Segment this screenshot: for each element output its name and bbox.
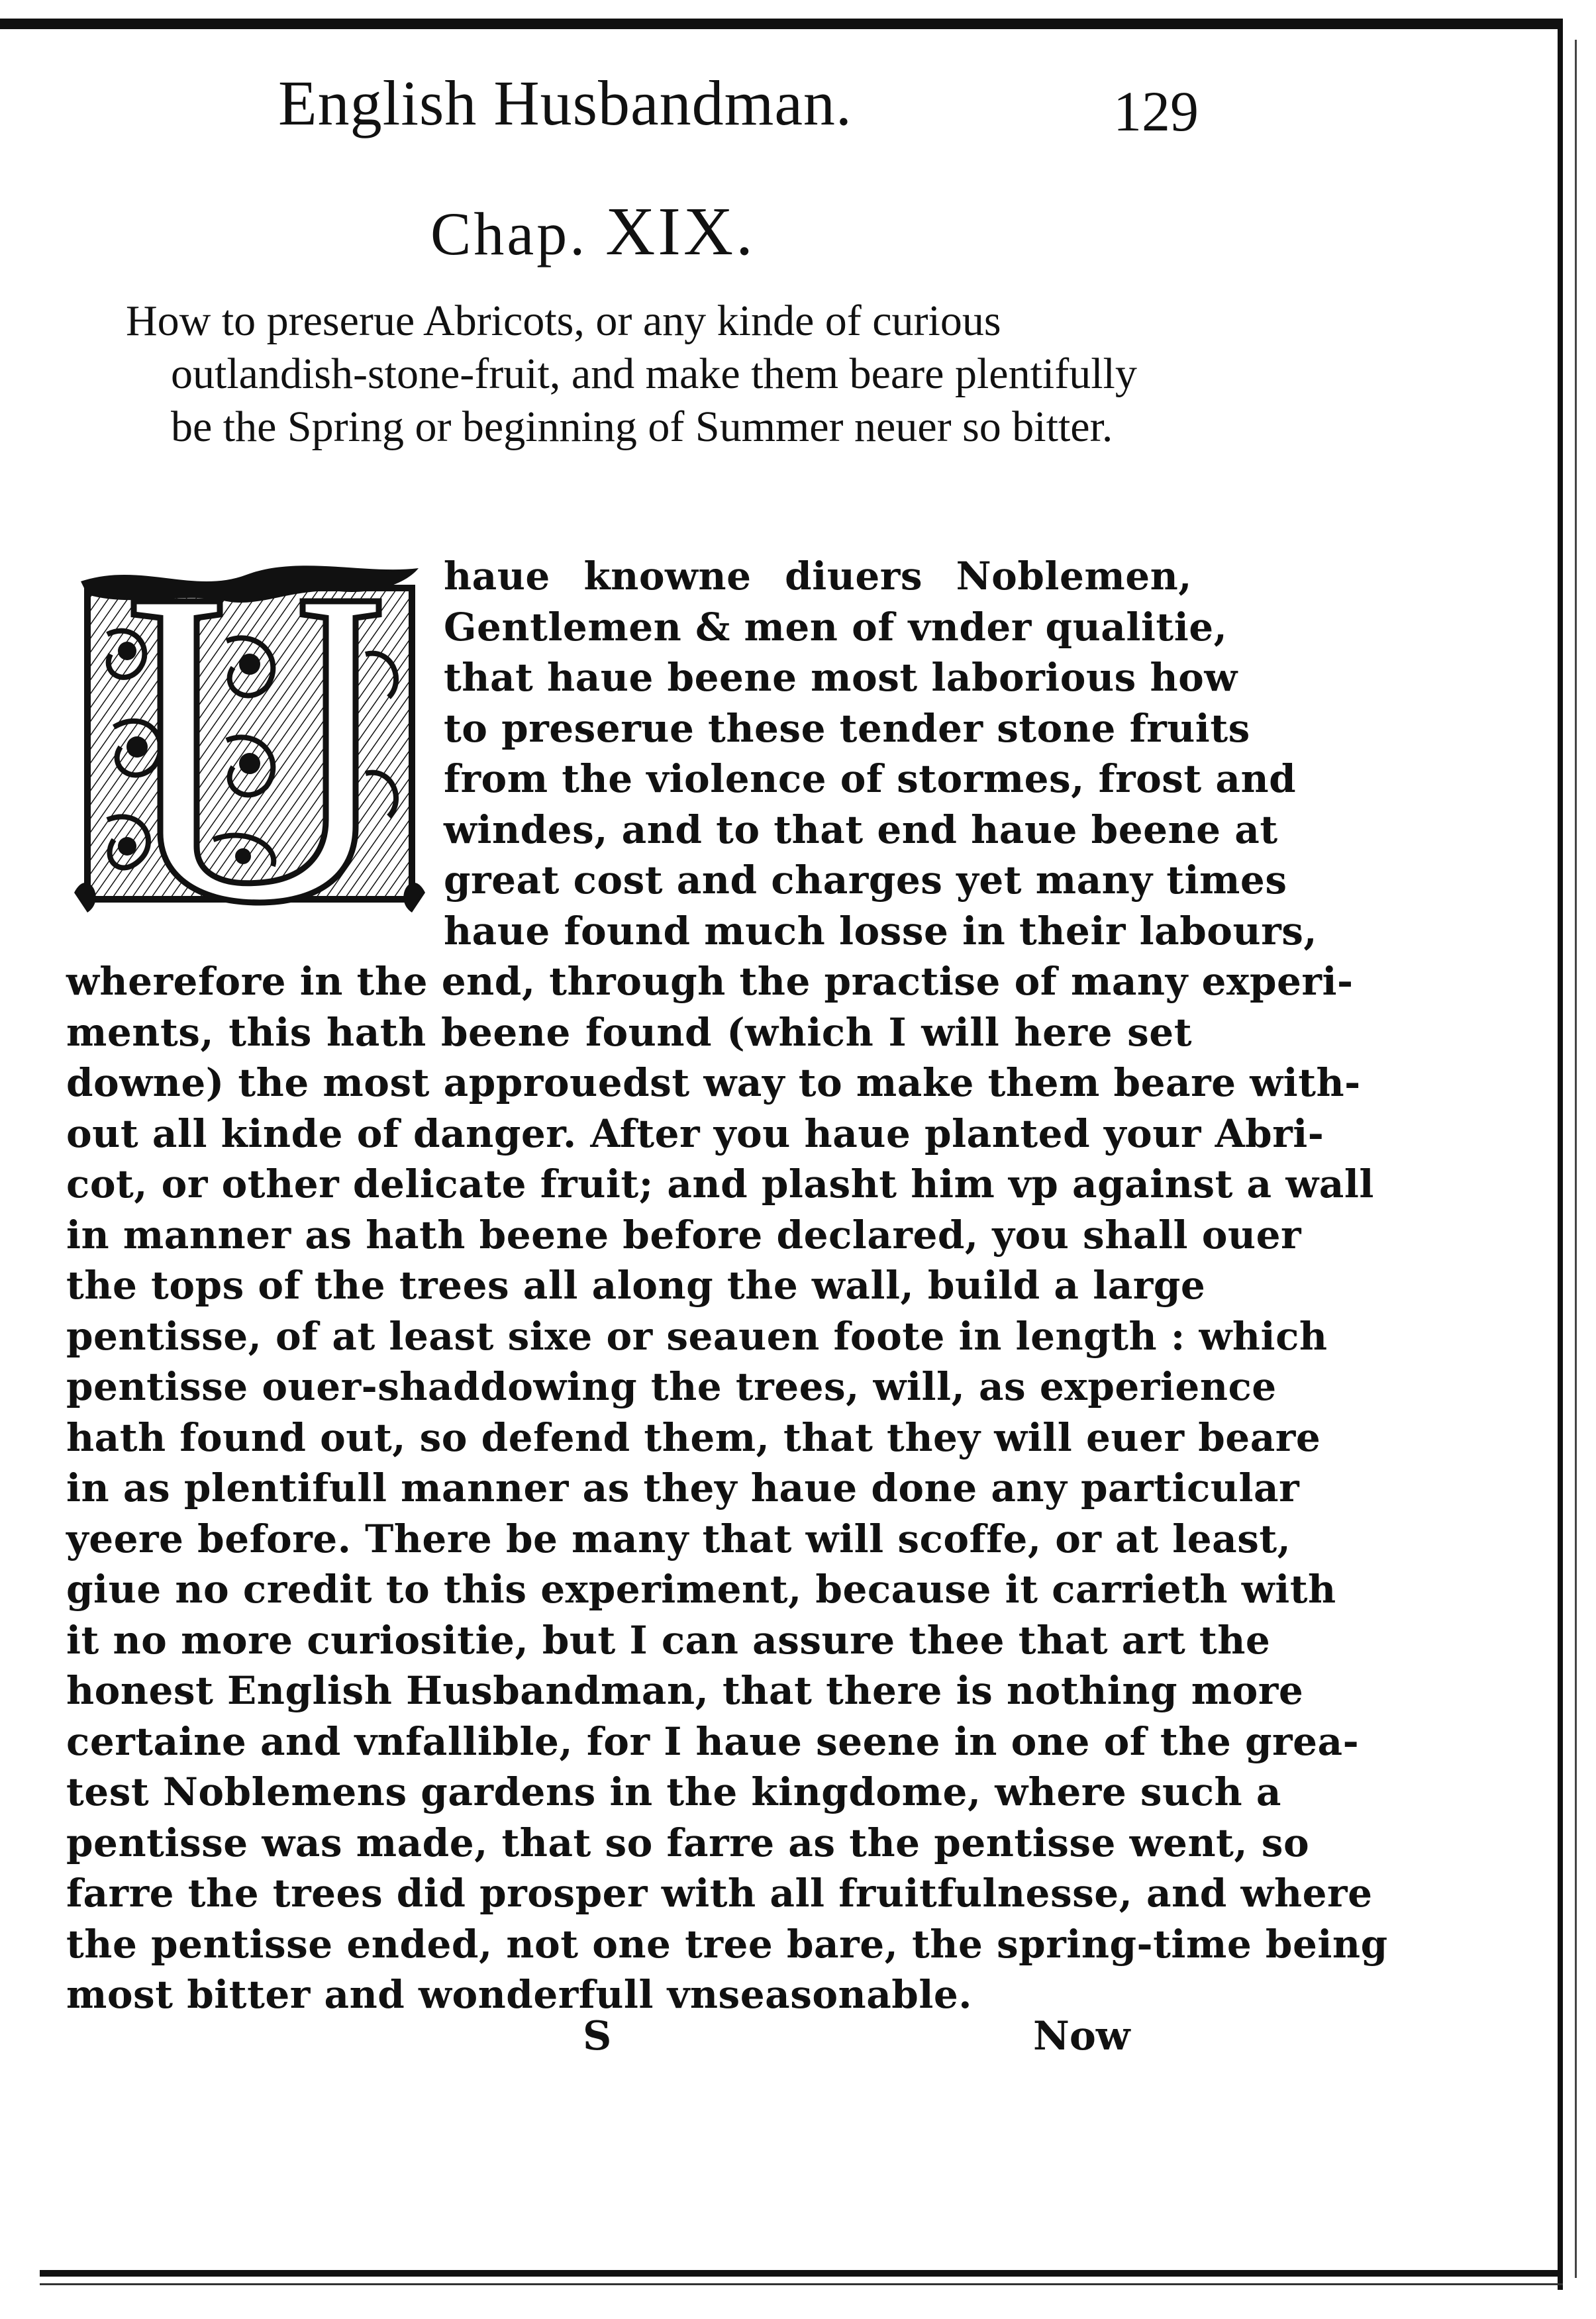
scan-border-right — [1558, 19, 1563, 2290]
scan-border-top — [0, 19, 1563, 29]
body-line: pentisse, of at least sixe or seauen foote in length : which — [66, 1313, 1328, 1359]
scan-border-bottom — [40, 2270, 1563, 2277]
page-number: 129 — [1113, 79, 1199, 143]
chapter-prefix: Chap. — [430, 200, 588, 268]
scan-border-bottom-rule — [40, 2283, 1563, 2285]
body-line: downe) the most approuedst way to make them beare with- — [66, 1060, 1361, 1105]
body-line: in manner as hath beene before declared, you shall ouer — [66, 1212, 1302, 1258]
body-line: to preserue these tender stone fruits — [444, 705, 1250, 751]
body-line: farre the trees did prosper with all fruitfulnesse, and where — [66, 1871, 1373, 1916]
body-line: haue found much losse in their labours, — [444, 908, 1318, 954]
body-line: in as plentifull manner as they haue done any particular — [66, 1465, 1300, 1510]
body-line: windes, and to that end haue beene at — [444, 807, 1278, 852]
body-line: honest English Husbandman, that there is nothing more — [66, 1668, 1304, 1713]
chapter-heading — [430, 192, 894, 271]
body-line: ments, this hath beene found (which I will here set — [66, 1009, 1192, 1055]
body-line: the tops of the trees all along the wall, build a large — [66, 1263, 1206, 1308]
chapter-summary-text: How to preserue Abricots, or any kinde of curious outlandish-stone-fruit, and make them beare plentifully be the Spring or beginning of Summer neuer so bitter. — [126, 297, 1137, 451]
body-line: from the violence of stormes, frost and — [444, 756, 1297, 801]
signature-mark: S — [583, 2013, 612, 2059]
body-line: pentisse ouer-shaddowing the trees, will, as experience — [66, 1364, 1277, 1409]
body-line: test Noblemens gardens in the kingdome, where such a — [66, 1769, 1281, 1814]
body-line: certaine and vnfallible, for I haue seene in one of the grea- — [66, 1718, 1360, 1764]
body-line: it no more curiositie, but I can assure thee that art the — [66, 1617, 1271, 1663]
chapter-number: XIX. — [605, 193, 756, 270]
body-line: wherefore in the end, through the practise of many experi- — [66, 959, 1354, 1004]
body-line: the pentisse ended, not one tree bare, the spring-time being — [66, 1921, 1388, 1967]
body-line: pentisse was made, that so farre as the pentisse went, so — [66, 1820, 1310, 1865]
body-line: Gentlemen & men of vnder qualitie, — [444, 604, 1228, 650]
body-line: out all kinde of danger. After you haue planted your Abri- — [66, 1110, 1324, 1156]
body-line: yeere before. There be many that will scoffe, or at least, — [66, 1516, 1291, 1561]
body-line: giue no credit to this experiment, because it carrieth with — [66, 1567, 1336, 1612]
body-line: that haue beene most laborious how — [444, 655, 1238, 700]
running-head: English Husbandman. — [278, 68, 852, 138]
scan-page-edge — [1575, 40, 1577, 2278]
catchword: Now — [1033, 2013, 1130, 2059]
body-line: hath found out, so defend them, that they will euer beare — [66, 1414, 1321, 1460]
chapter-body — [66, 551, 1388, 2020]
body-line: haue knowne diuers Noblemen, — [444, 554, 1192, 599]
chapter-summary — [126, 295, 1179, 454]
body-line: great cost and charges yet many times — [444, 858, 1287, 903]
body-line: cot, or other delicate fruit; and plasht him vp against a wall — [66, 1161, 1374, 1207]
body-line: most bitter and wonderfull vnseasonable. — [66, 1972, 972, 2017]
